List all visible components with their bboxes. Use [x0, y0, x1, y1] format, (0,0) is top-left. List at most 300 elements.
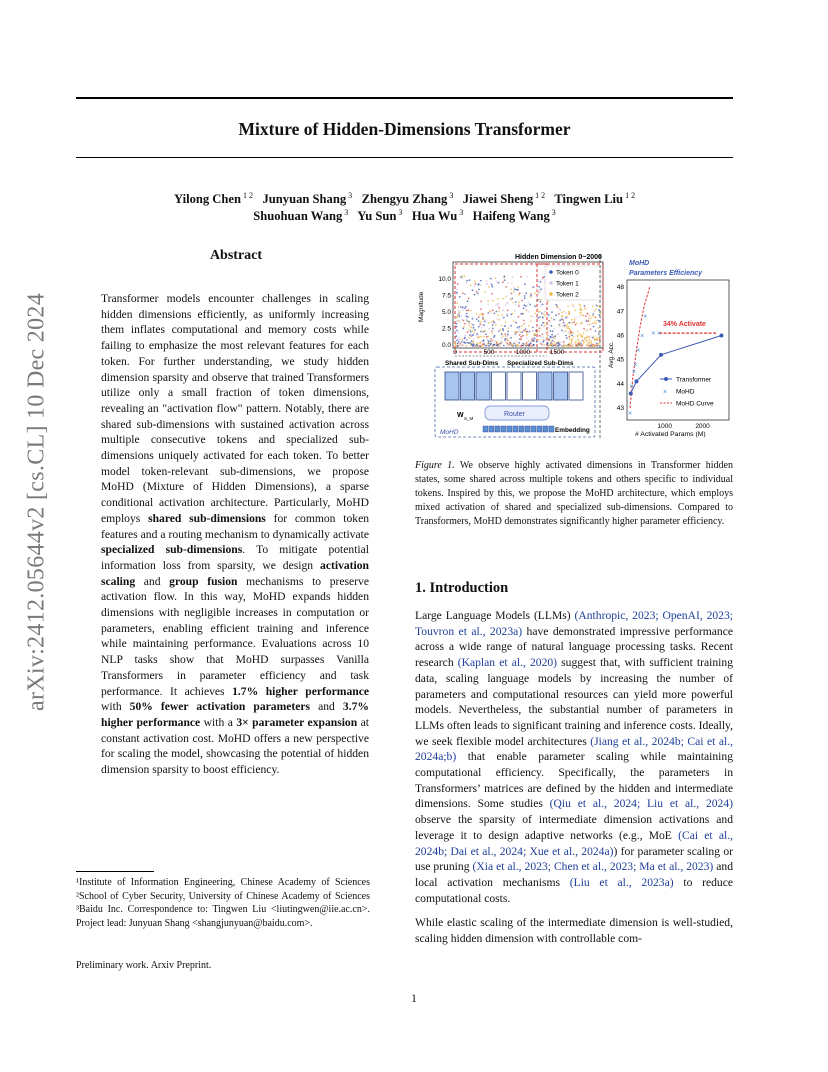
eff-ytick: 47 — [616, 308, 624, 316]
scatter-point — [563, 331, 565, 333]
scatter-point — [551, 340, 553, 342]
scatter-point — [549, 345, 551, 347]
scatter-point — [561, 312, 563, 314]
scatter-point — [472, 334, 474, 336]
legend-token2-marker — [549, 292, 553, 296]
transformer-point — [629, 391, 633, 395]
scatter-point — [456, 330, 458, 332]
embedding-box — [489, 426, 494, 432]
scatter-point — [529, 304, 531, 306]
scatter-point — [560, 310, 562, 312]
transformer-point — [659, 353, 663, 357]
scatter-point — [539, 327, 541, 329]
scatter-point — [544, 325, 546, 327]
scatter-point — [505, 296, 507, 298]
scatter-point — [458, 341, 460, 343]
scatter-point — [536, 332, 538, 334]
scatter-point — [518, 328, 520, 330]
abstract-heading: Abstract — [209, 248, 263, 263]
scatter-point — [542, 336, 544, 338]
scatter-point — [459, 320, 461, 322]
scatter-point — [510, 289, 512, 291]
scatter-point — [539, 299, 541, 301]
scatter-point — [532, 316, 534, 318]
scatter-point — [547, 301, 549, 303]
scatter-point — [462, 328, 464, 330]
scatter-point — [565, 344, 567, 346]
mohd-tag: MoHD — [440, 429, 459, 436]
scatter-point — [542, 316, 544, 318]
scatter-ylabel: Magnitude — [418, 291, 425, 322]
scatter-point — [526, 331, 528, 333]
scatter-point — [536, 341, 538, 343]
scatter-point — [531, 345, 533, 347]
scatter-point — [490, 340, 492, 342]
scatter-point — [526, 338, 528, 340]
text-run: shared sub-dimensions — [148, 511, 266, 525]
scatter-point — [508, 344, 510, 346]
scatter-point — [537, 308, 539, 310]
scatter-point — [458, 339, 460, 341]
hidden-dim-box — [507, 372, 521, 400]
scatter-point — [538, 293, 540, 295]
scatter-point — [486, 280, 488, 282]
scatter-point — [496, 303, 498, 305]
scatter-point — [464, 307, 466, 309]
scatter-point — [579, 333, 581, 335]
scatter-point — [501, 342, 503, 344]
scatter-point — [505, 335, 507, 337]
scatter-point — [532, 340, 534, 342]
scatter-point — [514, 310, 516, 312]
text-run: to reduce computational costs. — [415, 875, 733, 905]
scatter-point — [522, 313, 524, 315]
scatter-point — [527, 333, 529, 335]
scatter-point — [510, 344, 512, 346]
eff-ytick: 45 — [616, 356, 624, 364]
scatter-point — [508, 327, 510, 329]
eff-ytick: 46 — [616, 332, 624, 340]
scatter-point — [468, 325, 470, 327]
scatter-point — [490, 343, 492, 345]
scatter-point — [512, 276, 514, 278]
scatter-point — [457, 315, 459, 317]
scatter-point — [574, 319, 576, 321]
scatter-point — [507, 334, 509, 336]
scatter-point — [559, 319, 561, 321]
scatter-point — [507, 302, 509, 304]
scatter-point — [559, 326, 561, 328]
right-title-2: Parameters Efficiency — [629, 270, 703, 277]
author-affiliation: 3 — [342, 208, 349, 217]
scatter-point — [501, 325, 503, 327]
scatter-point — [595, 308, 597, 310]
scatter-point — [491, 293, 493, 295]
citation[interactable]: (Jiang et al., 2024b; Cai et al., 2024a;b) — [415, 734, 733, 764]
scatter-point — [540, 299, 542, 301]
scatter-point — [548, 320, 550, 322]
transformer-point — [634, 379, 638, 383]
scatter-point — [584, 339, 586, 341]
text-run: specialized sub-dimensions — [101, 543, 243, 557]
scatter-point — [485, 319, 487, 321]
scatter-point — [589, 345, 591, 347]
scatter-point — [455, 331, 457, 333]
scatter-point — [480, 331, 482, 333]
scatter-point — [470, 326, 472, 328]
scatter-point — [564, 326, 566, 328]
scatter-point — [485, 334, 487, 336]
scatter-point — [521, 325, 523, 327]
citation[interactable]: (Kaplan et al., 2020) — [457, 656, 558, 670]
scatter-point — [568, 313, 570, 315]
scatter-point — [456, 339, 458, 341]
scatter-point — [558, 313, 560, 315]
scatter-point — [469, 334, 471, 336]
scatter-point — [595, 320, 597, 322]
scatter-point — [536, 326, 538, 328]
scatter-point — [504, 279, 506, 281]
text-run: . To mitigate potential information loss from sparsity, we design — [101, 543, 370, 572]
scatter-point — [588, 319, 590, 321]
scatter-point — [495, 277, 497, 279]
authors-line-2 — [76, 204, 733, 225]
scatter-point — [593, 326, 595, 328]
scatter-point — [497, 314, 499, 316]
legend-transformer-marker — [664, 377, 668, 381]
scatter-point — [457, 343, 459, 345]
scatter-point — [568, 311, 570, 313]
top-rule — [76, 97, 733, 99]
embedding-box — [549, 426, 554, 432]
scatter-point — [525, 310, 527, 312]
scatter-point — [552, 330, 554, 332]
scatter-point — [582, 340, 584, 342]
scatter-point — [492, 328, 494, 330]
scatter-point — [592, 337, 594, 339]
scatter-point — [575, 342, 577, 344]
legend-token1-marker — [549, 281, 553, 285]
eff-ytick: 43 — [616, 404, 624, 412]
scatter-yticks — [438, 276, 451, 349]
scatter-point — [480, 280, 482, 282]
scatter-point — [564, 322, 566, 324]
eff-yticks — [617, 284, 625, 412]
scatter-point — [486, 283, 488, 285]
scatter-point — [544, 311, 546, 313]
scatter-point — [505, 342, 507, 344]
scatter-point — [561, 315, 563, 317]
scatter-point — [486, 336, 488, 338]
mohd-point: × — [631, 369, 636, 377]
scatter-point — [594, 322, 596, 324]
scatter-point — [506, 338, 508, 340]
text-run: We observe highly activated dimensions in Transformer hidden states, some shared across multiple tokens and others specific to individual tokens. Inspired by this, we propose the MoHD architecture, which employs mixed activation of shared and specialized sub-dimensions. Compared to Transformers, MoHD demonstrates significantly higher parameter efficiency. — [415, 460, 733, 527]
scatter-point — [476, 318, 478, 320]
scatter-point — [581, 309, 583, 311]
scatter-point — [563, 345, 565, 347]
scatter-xtick: 1000 — [515, 349, 531, 356]
scatter-point — [478, 326, 480, 328]
scatter-point — [504, 325, 506, 327]
scatter-point — [555, 344, 557, 346]
scatter-point — [563, 311, 565, 313]
scatter-point — [472, 289, 474, 291]
scatter-point — [517, 286, 519, 288]
scatter-point — [477, 284, 479, 286]
scatter-point — [581, 321, 583, 323]
scatter-point — [588, 317, 590, 319]
scatter-point — [511, 345, 513, 347]
scatter-point — [488, 345, 490, 347]
scatter-point — [523, 304, 525, 306]
scatter-point — [494, 313, 496, 315]
scatter-point — [568, 328, 570, 330]
text-run: and local activation mechanisms — [415, 860, 733, 889]
scatter-point — [460, 306, 462, 308]
scatter-point — [510, 337, 512, 339]
text-run: and — [310, 700, 343, 714]
scatter-point — [572, 304, 574, 306]
scatter-point — [471, 340, 473, 342]
scatter-point — [571, 340, 573, 342]
scatter-point — [596, 305, 598, 307]
scatter-point — [468, 309, 470, 311]
scatter-point — [499, 343, 501, 345]
scatter-point — [515, 341, 517, 343]
scatter-point — [515, 301, 517, 303]
text-run: and — [135, 574, 170, 588]
scatter-point — [520, 345, 522, 347]
scatter-point — [505, 304, 507, 306]
scatter-point — [546, 337, 548, 339]
citation[interactable]: (Anthropic, 2023; OpenAI, 2023; Touvron et al., 2023a) — [415, 609, 733, 638]
scatter-point — [498, 330, 500, 332]
scatter-point — [580, 307, 582, 309]
scatter-point — [578, 343, 580, 345]
scatter-point — [589, 342, 591, 344]
scatter-point — [537, 339, 539, 341]
shared-dims-box — [455, 264, 547, 352]
scatter-point — [466, 280, 468, 282]
hidden-dim-box — [476, 372, 490, 400]
author-affiliation: 3 — [447, 191, 454, 200]
scatter-point — [540, 304, 542, 306]
scatter-point — [491, 332, 493, 334]
mohd-point: × — [627, 410, 633, 418]
scatter-point — [458, 306, 460, 308]
scatter-point — [539, 291, 541, 293]
scatter-point — [547, 331, 549, 333]
citation[interactable]: (Cai et al., 2024b; Dai et al., 2024; Xue et al., 2024a) — [415, 828, 733, 858]
scatter-point — [496, 342, 498, 344]
scatter-point — [468, 321, 470, 323]
scatter-point — [474, 294, 476, 296]
scatter-point — [474, 329, 476, 331]
scatter-point — [557, 333, 559, 335]
scatter-point — [472, 324, 474, 326]
mohd-point: × — [643, 313, 648, 321]
scatter-point — [569, 322, 571, 324]
scatter-point — [471, 343, 473, 345]
scatter-point — [507, 331, 509, 333]
scatter-point — [532, 286, 534, 288]
scatter-point — [518, 326, 520, 328]
scatter-point — [502, 330, 504, 332]
scatter-point — [521, 331, 523, 333]
eff-plot — [628, 287, 723, 417]
scatter-point — [575, 324, 577, 326]
scatter-point — [569, 338, 571, 340]
scatter-point — [518, 301, 520, 303]
scatter-point — [547, 335, 549, 337]
scatter-point — [579, 342, 581, 344]
scatter-point — [501, 314, 503, 316]
hidden-dim-box — [461, 372, 475, 400]
scatter-point — [566, 337, 568, 339]
scatter-point — [483, 324, 485, 326]
scatter-point — [585, 308, 587, 310]
scatter-point — [527, 305, 529, 307]
mohd-point: × — [651, 330, 656, 338]
scatter-point — [493, 321, 495, 323]
scatter-point — [562, 319, 564, 321]
text-run: mechanisms to preserve activation flow. In this way, MoHD expands hidden dimensions with negligible increases in computation or parameters, enabling efficient training and inference while maintaining performance. Evaluations across 10 NLP tasks show that MoHD surpasses Vanilla Transformers in parameter efficiency and task performance. It achieves — [101, 574, 369, 698]
scatter-point — [511, 293, 513, 295]
scatter-point — [492, 324, 494, 326]
scatter-point — [481, 345, 483, 347]
w-label: W — [457, 412, 464, 419]
scatter-point — [491, 321, 493, 323]
scatter-point — [531, 331, 533, 333]
citation[interactable]: (Xia et al., 2023; Chen et al., 2023; Ma et al., 2023) — [472, 860, 714, 874]
scatter-point — [502, 298, 504, 300]
page-number: 1 — [411, 991, 417, 1005]
scatter-point — [456, 323, 458, 325]
abstract-body — [101, 291, 369, 778]
scatter-point — [492, 286, 494, 288]
scatter-point — [467, 331, 469, 333]
scatter-point — [477, 293, 479, 295]
scatter-point — [558, 342, 560, 344]
scatter-point — [459, 345, 461, 347]
scatter-point — [503, 345, 505, 347]
legend-transformer: Transformer — [676, 376, 712, 384]
scatter-point — [552, 344, 554, 346]
scatter-point — [561, 345, 563, 347]
scatter-point — [571, 319, 573, 321]
scatter-point — [503, 276, 505, 278]
scatter-point — [529, 331, 531, 333]
scatter-point — [482, 331, 484, 333]
scatter-point — [548, 340, 550, 342]
scatter-point — [587, 324, 589, 326]
scatter-point — [542, 304, 544, 306]
text-run: 1.7% higher performance — [232, 684, 369, 698]
scatter-point — [503, 317, 505, 319]
scatter-point — [488, 303, 490, 305]
scatter-point — [550, 330, 552, 332]
author-name: Shuohuan Wang — [253, 209, 343, 224]
scatter-point — [477, 334, 479, 336]
scatter-point — [518, 304, 520, 306]
scatter-point — [458, 315, 460, 317]
scatter-point — [549, 324, 551, 326]
title-rule — [76, 157, 733, 158]
scatter-point — [592, 313, 594, 315]
scatter-point — [586, 345, 588, 347]
scatter-point — [561, 330, 563, 332]
scatter-point — [474, 280, 476, 282]
author-name: Tingwen Liu — [554, 192, 624, 207]
hidden-dim-box — [523, 372, 537, 400]
scatter-point — [464, 323, 466, 325]
scatter-point — [498, 282, 500, 284]
hidden-dim-box — [554, 372, 568, 400]
scatter-point — [541, 278, 543, 280]
scatter-point — [527, 311, 529, 313]
scatter-point — [519, 334, 521, 336]
text-run: with — [101, 700, 130, 714]
text-run: Figure 1. — [415, 460, 455, 471]
citation[interactable]: (Liu et al., 2023a) — [569, 875, 674, 889]
scatter-point — [542, 322, 544, 324]
scatter-point — [527, 276, 529, 278]
scatter-point — [514, 288, 516, 290]
scatter-point — [513, 320, 515, 322]
scatter-point — [480, 301, 482, 303]
scatter-point — [505, 286, 507, 288]
scatter-point — [573, 336, 575, 338]
scatter-point — [476, 345, 478, 347]
scatter-point — [520, 336, 522, 338]
legend-mohd: MoHD — [676, 388, 695, 396]
author-name: Yilong Chen — [173, 192, 242, 207]
scatter-point — [502, 310, 504, 312]
paper-title: Mixture of Hidden-Dimensions Transformer — [238, 119, 571, 139]
scatter-point — [566, 327, 568, 329]
scatter-point — [580, 345, 582, 347]
scatter-point — [507, 340, 509, 342]
scatter-point — [548, 335, 550, 337]
scatter-point — [478, 289, 480, 291]
scatter-point — [478, 320, 480, 322]
text-run: 50% fewer activation parameters — [129, 700, 311, 714]
scatter-point — [455, 335, 457, 337]
embedding-label: Embedding — [555, 427, 590, 434]
scatter-point — [590, 328, 592, 330]
scatter-point — [518, 316, 520, 318]
scatter-point — [530, 321, 532, 323]
w-sub-label: S_M — [464, 416, 474, 421]
scatter-point — [497, 298, 499, 300]
citation[interactable]: (Qiu et al., 2024; Liu et al., 2024) — [549, 797, 733, 811]
scatter-point — [516, 289, 518, 291]
scatter-point — [575, 317, 577, 319]
scatter-point — [524, 295, 526, 297]
scatter-point — [498, 307, 500, 309]
scatter-point — [459, 312, 461, 314]
text-run: Large Language Models (LLMs) — [415, 609, 575, 622]
scatter-point — [598, 333, 600, 335]
scatter-point — [522, 343, 524, 345]
scatter-point — [525, 328, 527, 330]
author-name: Junyuan Shang — [262, 192, 347, 207]
scatter-point — [566, 325, 568, 327]
scatter-point — [586, 340, 588, 342]
scatter-point — [493, 344, 495, 346]
scatter-point — [592, 306, 594, 308]
